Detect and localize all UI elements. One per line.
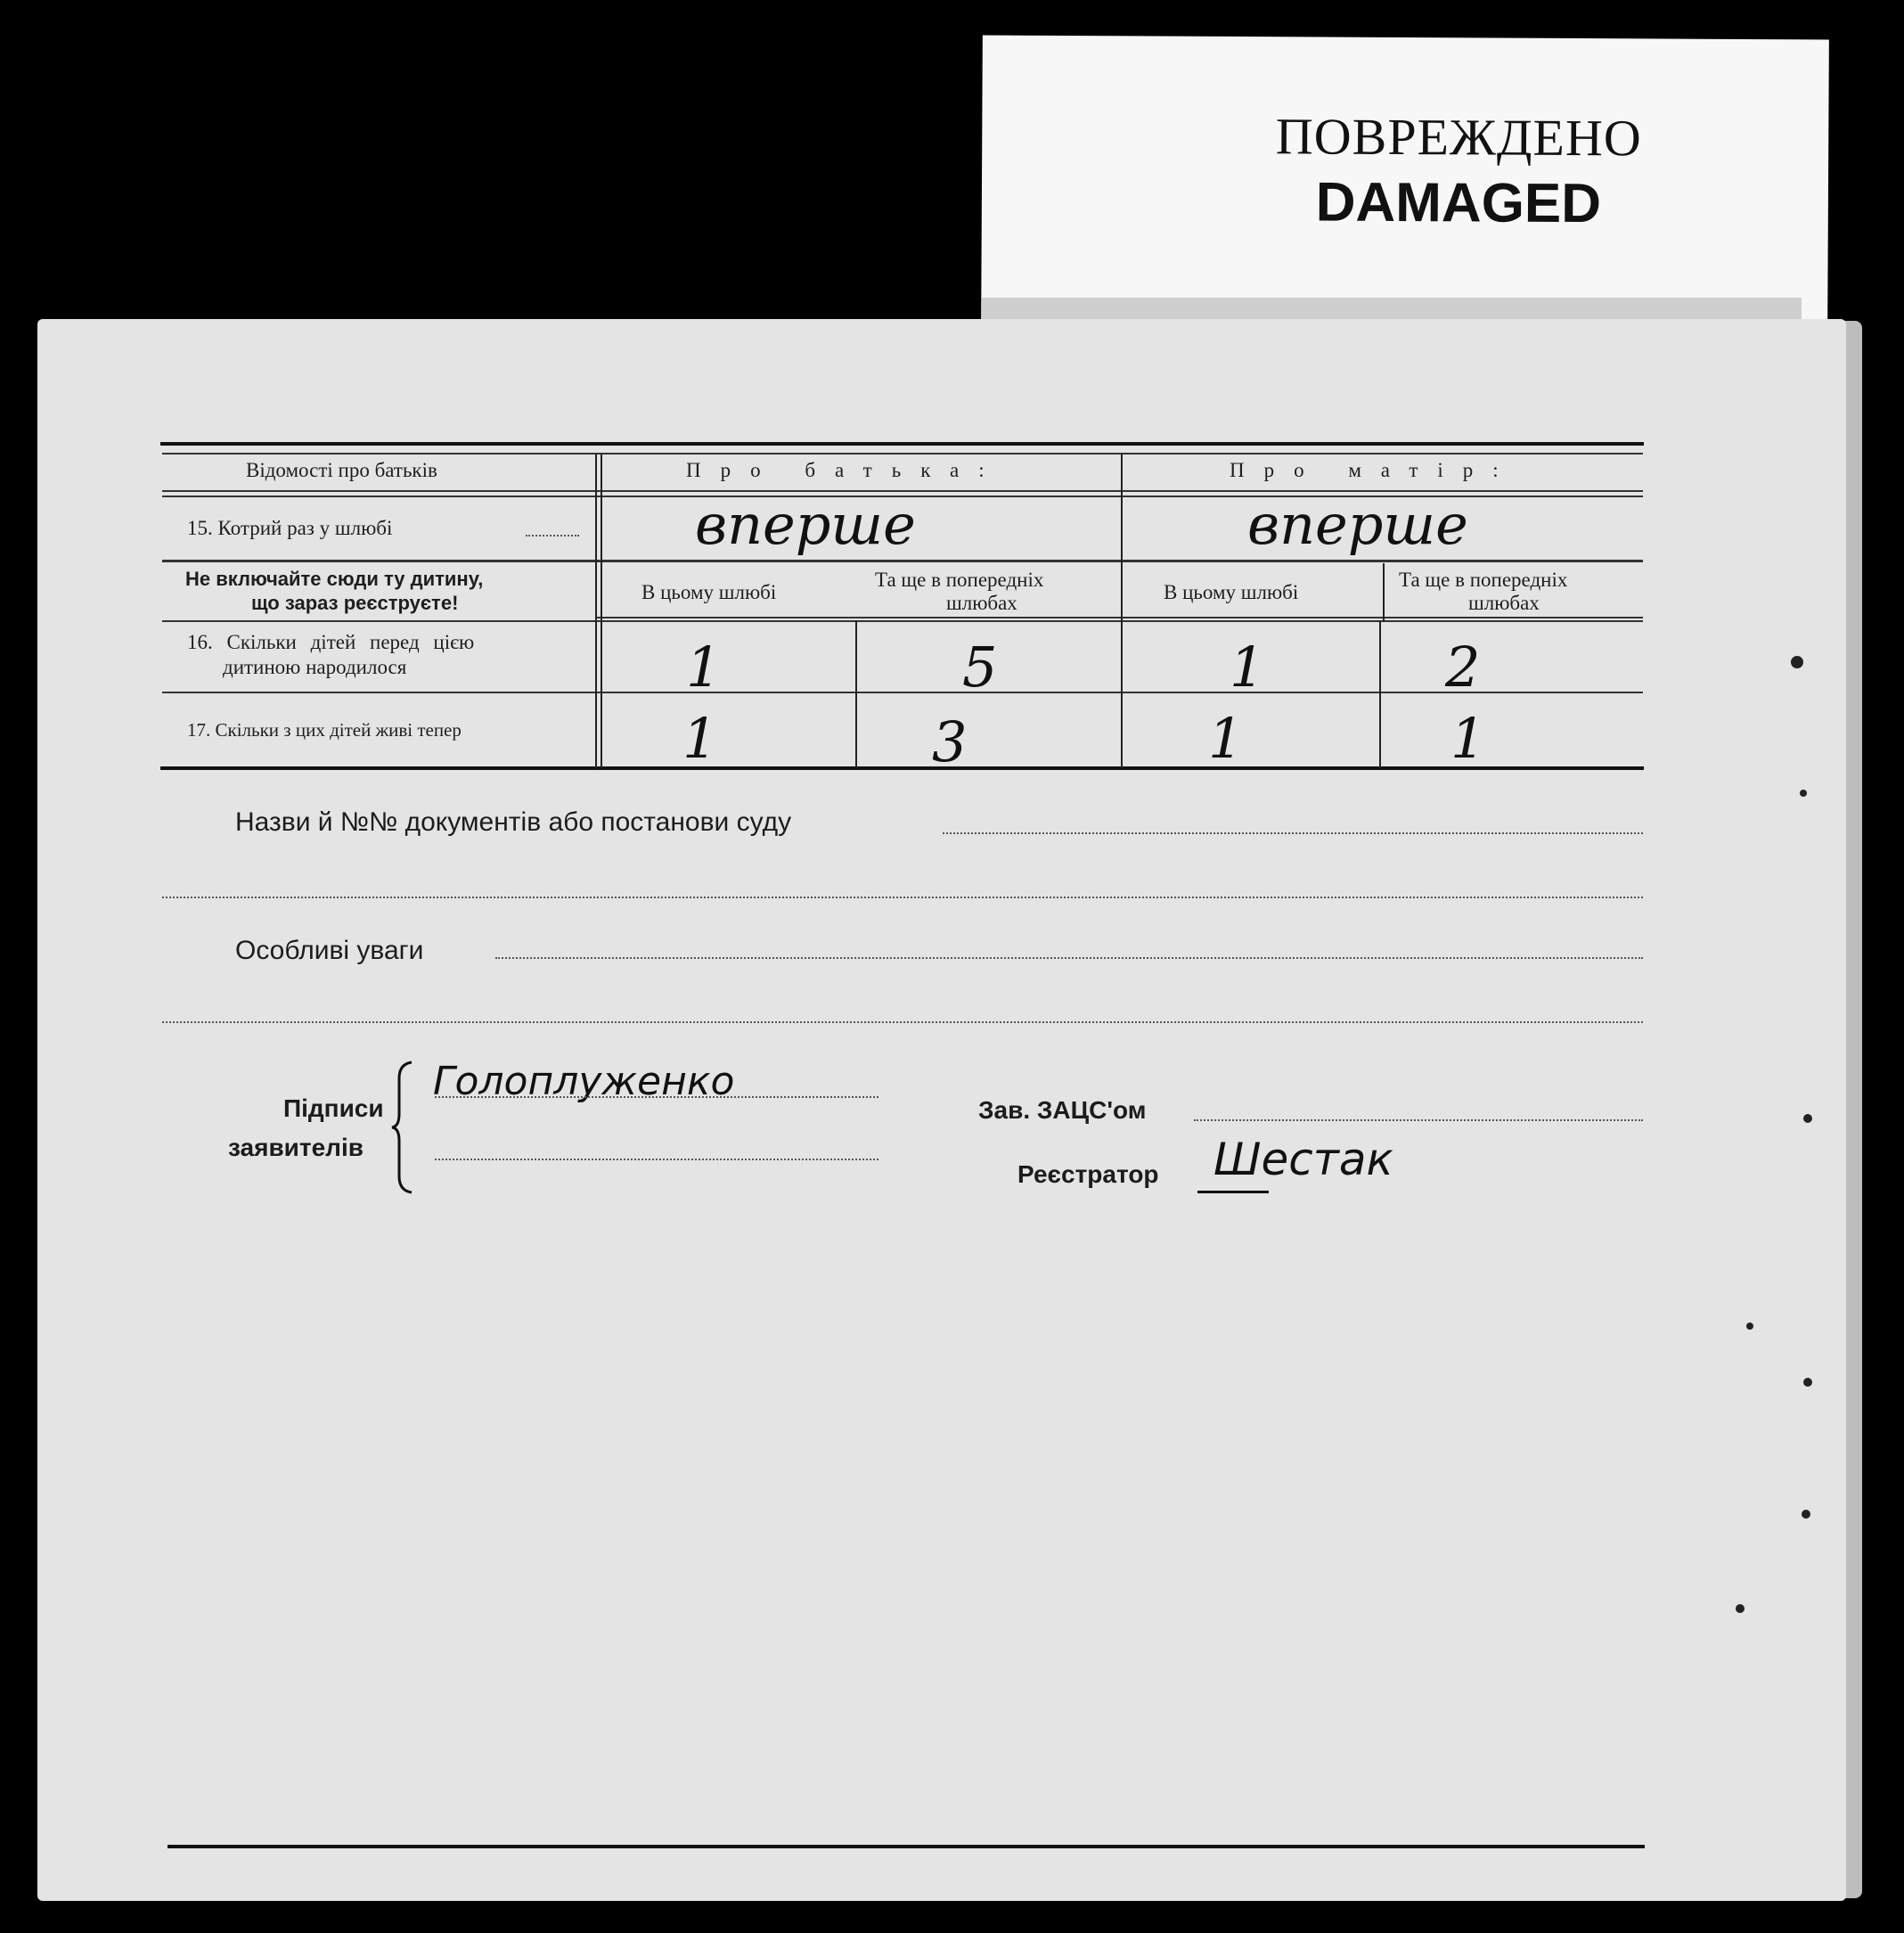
- row16-father-this: 1: [686, 635, 722, 700]
- punch-hole: [1803, 1114, 1812, 1123]
- note-line2: що зараз реєструєте!: [251, 592, 459, 614]
- row17-father-this: 1: [682, 706, 718, 771]
- row16-father-prev: 5: [962, 635, 998, 700]
- row16-mother-this: 1: [1230, 635, 1265, 700]
- row16-mother-prev: 2: [1445, 635, 1481, 700]
- table-column-divider: [601, 455, 602, 768]
- row16-label-line1: 16. Скільки дітей перед цією: [187, 631, 475, 653]
- row17-father-prev: 3: [932, 709, 968, 774]
- table-column-divider: [1121, 455, 1123, 768]
- father-prev-marriage-header-1: Та ще в попередніх: [875, 569, 1044, 591]
- punch-hole: [1800, 790, 1807, 797]
- table-top-rule: [160, 442, 1644, 446]
- remarks-line: [495, 957, 1643, 959]
- damaged-tag: [981, 36, 1829, 334]
- punch-hole: [1736, 1604, 1745, 1613]
- table-rule: [162, 453, 1643, 455]
- row17-mother-this: 1: [1208, 706, 1244, 771]
- remarks-label: Особливі уваги: [235, 936, 424, 965]
- applicant-signature: Голоплуженко: [433, 1059, 735, 1104]
- remarks-line-2: [162, 1021, 1643, 1023]
- table-rule: [162, 620, 1643, 622]
- row15-father-value: вперше: [695, 492, 916, 557]
- signatures-brace-icon: [390, 1061, 417, 1194]
- table-rule: [162, 560, 1643, 562]
- documents-line-2: [162, 897, 1643, 898]
- registrar-signature: Шестак: [1213, 1134, 1393, 1185]
- note-line1: Не включайте сюди ту дитину,: [185, 568, 484, 590]
- punch-hole: [1802, 1510, 1810, 1519]
- table-rule: [162, 692, 1643, 693]
- row16-label-line2: дитиною народилося: [223, 656, 407, 678]
- applicant-signature-line: [435, 1096, 878, 1098]
- row15-leader: [526, 535, 579, 536]
- father-this-marriage-header: В цьому шлюбі: [641, 581, 777, 603]
- table-column-divider: [855, 620, 857, 768]
- mother-prev-marriage-header-1: Та ще в попередніх: [1399, 569, 1568, 591]
- registrar-underline: [1197, 1191, 1269, 1193]
- punch-hole: [1791, 656, 1803, 668]
- row17-mother-prev: 1: [1450, 706, 1486, 771]
- table-bottom-rule: [160, 766, 1644, 770]
- sheet-bottom-rule: [168, 1845, 1645, 1848]
- table-column-divider: [595, 455, 597, 768]
- damaged-tag-line1: ПОВРЕЖДЕНО: [1275, 107, 1642, 168]
- head-label: Зав. ЗАЦС'ом: [978, 1096, 1147, 1124]
- mother-prev-marriage-header-2: шлюбах: [1468, 592, 1540, 614]
- punch-hole: [1803, 1378, 1812, 1387]
- mother-this-marriage-header: В цьому шлюбі: [1164, 581, 1299, 603]
- row15-mother-value: вперше: [1247, 492, 1468, 557]
- header-father: Про батька:: [686, 459, 1004, 481]
- documents-label: Назви й №№ документів або постанови суду: [235, 807, 792, 837]
- head-signature-line: [1194, 1119, 1643, 1121]
- row17-label: 17. Скільки з цих дітей живі тепер: [187, 719, 462, 741]
- header-parents-info: Відомості про батьків: [246, 459, 437, 481]
- table-rule: [597, 617, 1643, 618]
- registrar-label: Реєстратор: [1017, 1160, 1159, 1188]
- father-prev-marriage-header-2: шлюбах: [946, 592, 1017, 614]
- table-column-divider: [1379, 620, 1381, 768]
- table-column-divider: [1383, 563, 1385, 622]
- damaged-tag-line2: DAMAGED: [1315, 171, 1602, 235]
- header-mother: Про матір:: [1230, 459, 1518, 481]
- applicant-signature-line-2: [435, 1159, 878, 1160]
- documents-line: [943, 832, 1643, 834]
- signatures-label-line1: Підписи: [283, 1094, 384, 1122]
- row15-label: 15. Котрий раз у шлюбі: [187, 517, 393, 539]
- punch-hole: [1746, 1323, 1753, 1330]
- signatures-label-line2: заявителів: [228, 1134, 364, 1161]
